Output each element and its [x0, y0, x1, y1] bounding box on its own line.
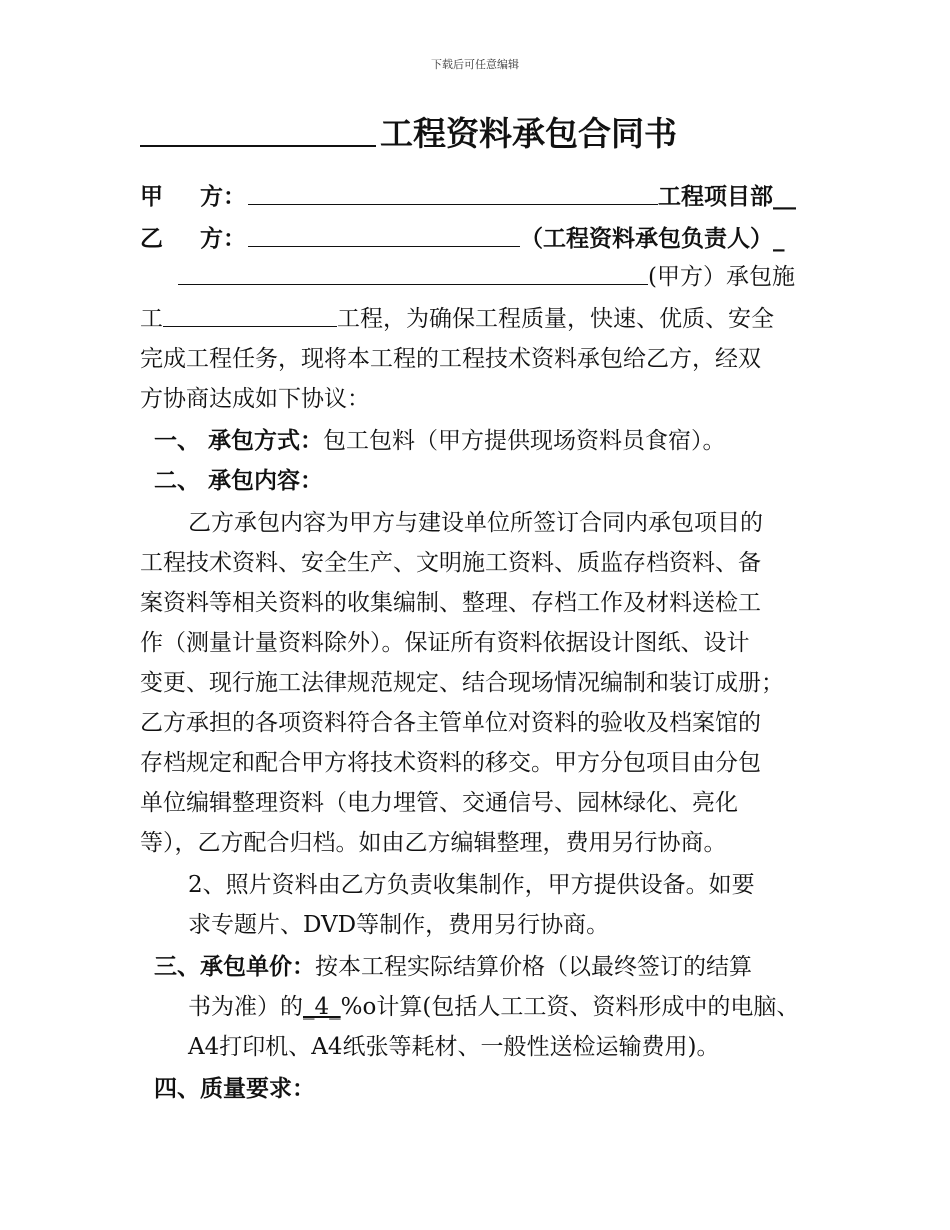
page-header-note: 下载后可任意编辑 — [431, 58, 519, 71]
sec2-para-line: 作（测量计量资料除外）。保证所有资料依据设计图纸、设计 — [140, 630, 750, 656]
party-a-blank — [248, 178, 658, 205]
intro-line-4: 方协商达成如下协议： — [140, 386, 370, 412]
intro-blank-2 — [163, 300, 337, 327]
sec1-body: 包工包料（甲方提供现场资料员食宿）。 — [323, 428, 726, 454]
party-b-line — [140, 220, 785, 258]
title-blank — [140, 113, 376, 147]
sec3-l2-b: %o计算(包括人工工资、资料形成中的电脑、 — [340, 994, 800, 1020]
party-a-line — [140, 178, 796, 216]
party-b-char2: 方： — [200, 225, 246, 252]
party-a-char1: 甲 — [140, 183, 163, 210]
sec2-para-line: 工程技术资料、安全生产、文明施工资料、质监存档资料、备 — [140, 550, 761, 576]
intro-l2-a: 工 — [140, 306, 163, 332]
intro-l1-text: (甲方）承包施 — [648, 264, 795, 290]
sec1-num: 一、 — [154, 427, 200, 454]
party-a-suffix: 工程项目部__ — [658, 183, 796, 210]
section-3-line-2 — [188, 988, 799, 1026]
intro-line-3: 完成工程任务，现将本工程的工程技术资料承包给乙方，经双 — [140, 346, 761, 372]
party-b-blank — [248, 220, 520, 247]
sec2-para-line: 变更、现行施工法律规范规定、结合现场情况编制和装订成册； — [140, 670, 784, 696]
intro-line-1 — [178, 258, 795, 296]
sec2-item2-line-2: 求专题片、DVD等制作，费用另行协商。 — [188, 912, 610, 938]
party-a-char2: 方： — [200, 183, 246, 210]
document-title — [140, 112, 677, 156]
party-b-char1: 乙 — [140, 225, 163, 252]
sec2-num: 二、 — [154, 467, 200, 494]
sec3-rate-value: _4_ — [303, 994, 341, 1020]
sec2-para-line: 等），乙方配合归档。如由乙方编辑整理，费用另行协商。 — [140, 830, 727, 856]
sec3-l2-a: 书为准）的 — [188, 994, 303, 1020]
sec3-l1-body: 按本工程实际结算价格（以最终签订的结算 — [315, 954, 752, 980]
sec2-para-line: 乙方承包内容为甲方与建设单位所签订合同内承包项目的 — [188, 510, 763, 536]
section-1 — [154, 422, 726, 460]
section-3-line-3: A4打印机、A4纸张等耗材、一般性送检运输费用)。 — [188, 1034, 720, 1060]
party-b-suffix: （工程资料承包负责人）_ — [520, 225, 785, 252]
section-4-heading: 四、质量要求： — [154, 1075, 315, 1102]
section-3-line-1 — [154, 948, 752, 986]
sec2-para-line: 乙方承担的各项资料符合各主管单位对资料的验收及档案馆的 — [140, 710, 761, 736]
intro-line-2 — [140, 300, 774, 338]
sec1-heading: 承包方式： — [208, 427, 323, 454]
intro-l2-b: 工程，为确保工程质量，快速、优质、安全 — [337, 306, 774, 332]
title-text: 工程资料承包合同书 — [380, 114, 677, 153]
sec2-heading: 承包内容： — [208, 467, 323, 494]
sec3-heading: 三、承包单价： — [154, 953, 315, 980]
intro-blank-1 — [178, 258, 648, 285]
section-2-heading-line — [154, 462, 323, 500]
sec2-para-line: 单位编辑整理资料（电力埋管、交通信号、园林绿化、亮化 — [140, 790, 738, 816]
sec2-item2-line-1: 2、照片资料由乙方负责收集制作，甲方提供设备。如要 — [188, 872, 755, 898]
sec2-para-line: 存档规定和配合甲方将技术资料的移交。甲方分包项目由分包 — [140, 750, 761, 776]
sec2-para-line: 案资料等相关资料的收集编制、整理、存档工作及材料送检工 — [140, 590, 761, 616]
